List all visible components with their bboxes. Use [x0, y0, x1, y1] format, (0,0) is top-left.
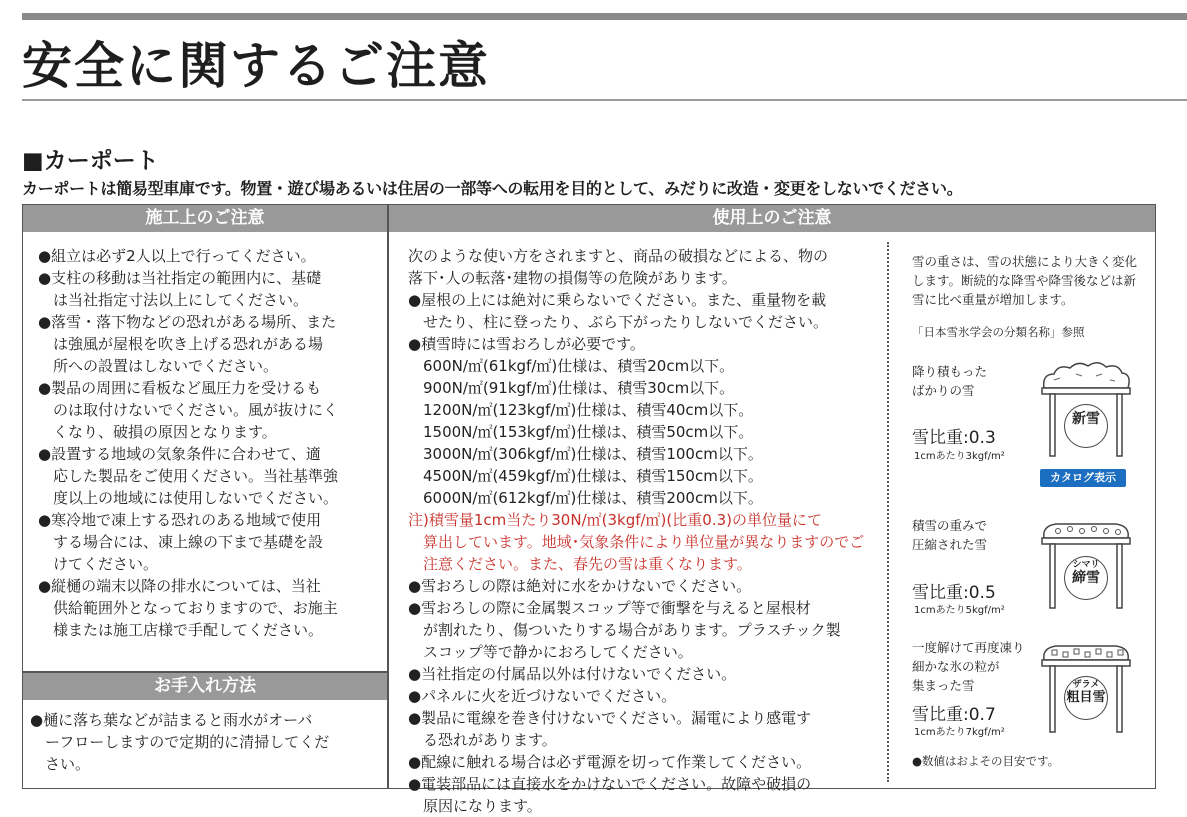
shiyou-line: ●製品に電線を巻き付けないでください。漏電により感電す	[408, 709, 812, 727]
shiyou-line: ●雪おろしの際に金属製スコップ等で衝撃を与えると屋根材	[408, 599, 811, 617]
hiju-shimari: 雪比重:0.5	[912, 583, 996, 603]
shiyou-line: 落下･人の転落･建物の損傷等の危険があります。	[408, 269, 737, 287]
sekou-line: ●設置する地域の気象条件に合わせて、適	[38, 445, 321, 463]
snow-desc-zarame	[912, 638, 1025, 695]
shiyou-line: 600N/㎡(61kgf/㎡)仕様は、積雪20cm以下。	[408, 357, 735, 375]
teire-line: ●樋に落ち葉などが詰まると雨水がオーバ	[30, 711, 313, 729]
hiju-shinsetsu: 雪比重:0.3	[912, 428, 996, 448]
badge-shimari: シマリ 締雪	[1064, 556, 1108, 600]
hiju-zarame: 雪比重:0.7	[912, 705, 996, 725]
title-rule	[22, 99, 1187, 101]
sekou-line: ●縦樋の端末以降の排水については、当社	[38, 577, 321, 595]
snow-note	[912, 252, 1137, 309]
badge-shinsetsu: 新雪	[1064, 404, 1108, 448]
snow-desc-line: 圧縮された雪	[912, 537, 988, 552]
shiyou-line: せたり、柱に登ったり、ぶら下がったりしないでください。	[408, 313, 829, 331]
sekou-line: 度以上の地域には使用しないでください。	[38, 489, 339, 507]
snow-desc-line: 降り積もった	[912, 364, 988, 379]
snow-footnote: ●数値はおよその目安です。	[912, 754, 1060, 768]
sekou-line: ●落雪・落下物などの恐れがある場所、また	[38, 313, 337, 331]
sekou-line: ●寒冷地で凍上する恐れのある地域で使用	[38, 511, 322, 529]
header-teire: お手入れ方法	[23, 673, 387, 700]
snow-reference: 「日本雪氷学会の分類名称」参照	[912, 325, 1085, 339]
snow-note-line: します。断続的な降雪や降雪後などは新	[912, 273, 1137, 288]
snow-desc-line: 積雪の重みで	[912, 518, 988, 533]
shiyou-line: 4500N/㎡(459kgf/㎡)仕様は、積雪150cm以下。	[408, 467, 763, 485]
sekou-line: くなり、破損の原因となります。	[38, 423, 277, 441]
snow-desc-line: ばかりの雪	[912, 383, 975, 398]
section-title: ■カーポート	[22, 148, 159, 174]
header-sekou: 施工上のご注意	[23, 205, 387, 232]
shiyou-line: ●パネルに火を近づけないでください。	[408, 687, 677, 705]
snow-desc-line: 集まった雪	[912, 678, 975, 693]
unit-shinsetsu: 1cmあたり3kgf/m²	[914, 451, 1005, 462]
shiyou-line: ●屋根の上には絶対に乗らないでください。また、重量物を載	[408, 291, 827, 309]
shiyou-line: 1500N/㎡(153kgf/㎡)仕様は、積雪50cm以下。	[408, 423, 754, 441]
sekou-list	[38, 245, 338, 641]
shiyou-line: ●積雪時には雪おろしが必要です。	[408, 335, 645, 353]
sekou-line: 応した製品をご使用ください。当社基準強	[38, 467, 339, 485]
unit-zarame: 1cmあたり7kgf/m²	[914, 727, 1005, 738]
sekou-line: ●組立は必ず2人以上で行ってください。	[38, 247, 316, 265]
shiyou-line: 次のような使い方をされますと、商品の破損などによる、物の	[408, 247, 829, 265]
sekou-line: は当社指定寸法以上にしてください。	[38, 291, 309, 309]
shiyou-line: ●当社指定の付属品以外は付けないでください。	[408, 665, 737, 683]
shiyou-line: 900N/㎡(91kgf/㎡)仕様は、積雪30cm以下。	[408, 379, 735, 397]
shiyou-line: 注意ください。また、春先の雪は重くなります。	[408, 555, 752, 573]
sekou-line: は強風が屋根を吹き上げる恐れがある場	[38, 335, 324, 353]
sekou-line: けてください。	[38, 555, 159, 573]
sekou-line: ●製品の周囲に看板など風圧力を受けるも	[38, 379, 322, 397]
shiyou-line: が割れたり、傷ついたりする場合があります。プラスチック製	[408, 621, 841, 639]
page-title: 安全に関するご注意	[22, 37, 490, 95]
sekou-line: 様または施工店様で手配してください。	[38, 621, 324, 639]
shiyou-line: ●雪おろしの際は絶対に水をかけないでください。	[408, 577, 752, 595]
snow-desc-shinsetsu	[912, 362, 987, 400]
snow-note-line: 雪に比べ重量が増加します。	[912, 292, 1074, 307]
shiyou-line: 原因になります。	[408, 797, 542, 815]
snow-desc-line: 細かな氷の粒が	[912, 659, 1000, 674]
sekou-line: のは取付けないでください。風が抜けにく	[38, 401, 339, 419]
header-shiyou: 使用上のご注意	[389, 205, 1155, 232]
shiyou-line: る恐れがあります。	[408, 731, 557, 749]
snow-note-line: 雪の重さは、雪の状態により大きく変化	[912, 254, 1138, 269]
sekou-line: 供給範囲外となっておりますので、お施主	[38, 599, 338, 617]
shiyou-line: ●配線に触れる場合は必ず電源を切って作業してください。	[408, 753, 812, 771]
shiyou-line: 1200N/㎡(123kgf/㎡)仕様は、積雪40cm以下。	[408, 401, 754, 419]
top-bar	[22, 13, 1187, 20]
unit-shimari: 1cmあたり5kgf/m²	[914, 605, 1005, 616]
badge-zarame: ザラメ 粗目雪	[1064, 676, 1108, 720]
sekou-line: する場合には、凍上線の下まで基礎を設	[38, 533, 324, 551]
column-divider	[387, 204, 389, 789]
shiyou-line: 注)積雪量1cm当たり30N/㎡(3kgf/㎡)(比重0.3)の単位量にて	[408, 511, 822, 529]
shiyou-line: 算出しています。地域･気象条件により単位量が異なりますのでご	[408, 533, 865, 551]
catalog-badge: カタログ表示	[1040, 469, 1126, 487]
teire-list	[30, 709, 329, 775]
sekou-line: ●支柱の移動は当社指定の範囲内に、基礎	[38, 269, 322, 287]
shiyou-line: 6000N/㎡(612kgf/㎡)仕様は、積雪200cm以下。	[408, 489, 763, 507]
sekou-line: 所への設置はしないでください。	[38, 357, 279, 375]
snow-desc-line: 一度解けて再度凍り	[912, 640, 1025, 655]
snow-desc-shimari	[912, 516, 987, 554]
intro-text: カーポートは簡易型車庫です。物置・遊び場あるいは住居の一部等への転用を目的として、みだりに改造・変更をしないでください。	[22, 179, 963, 198]
shiyou-line: ●電装部品には直接水をかけないでください。故障や破損の	[408, 775, 812, 793]
shiyou-line: 3000N/㎡(306kgf/㎡)仕様は、積雪100cm以下。	[408, 445, 763, 463]
shiyou-line: スコップ等で静かにおろしてください。	[408, 643, 693, 661]
dotted-divider	[887, 242, 889, 782]
shiyou-list	[408, 245, 864, 817]
teire-line: さい。	[30, 755, 91, 773]
teire-line: ーフローしますので定期的に清掃してくだ	[30, 733, 330, 751]
